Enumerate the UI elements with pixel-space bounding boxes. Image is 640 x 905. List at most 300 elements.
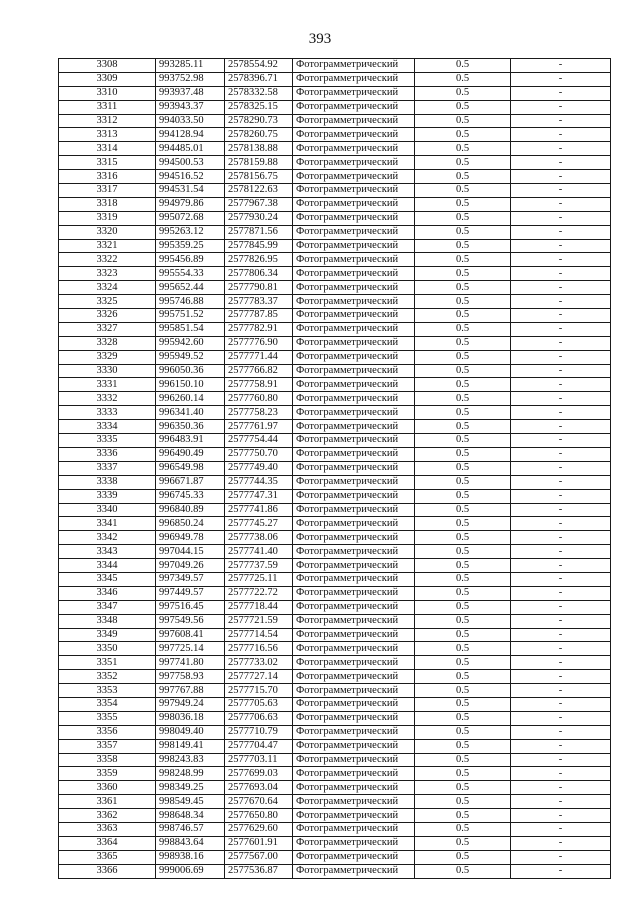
table-row <box>59 434 611 448</box>
table-row <box>59 836 611 850</box>
y-coordinate-cell: 2577725.11 <box>225 572 293 586</box>
y-coordinate-cell: 2577758.91 <box>225 378 293 392</box>
y-coordinate-cell: 2577871.56 <box>225 225 293 239</box>
y-coordinate-cell: 2577741.86 <box>225 503 293 517</box>
method-cell: Фотограмметрический <box>293 684 415 698</box>
method-cell: Фотограмметрический <box>293 711 415 725</box>
table-row <box>59 211 611 225</box>
x-coordinate-cell: 995652.44 <box>156 281 225 295</box>
table-row <box>59 378 611 392</box>
method-cell: Фотограмметрический <box>293 72 415 86</box>
note-cell: - <box>511 475 611 489</box>
accuracy-cell: 0.5 <box>415 670 511 684</box>
x-coordinate-cell: 998248.99 <box>156 767 225 781</box>
note-cell: - <box>511 239 611 253</box>
table-row <box>59 281 611 295</box>
y-coordinate-cell: 2578290.73 <box>225 114 293 128</box>
table-row <box>59 59 611 73</box>
note-cell: - <box>511 420 611 434</box>
x-coordinate-cell: 998648.34 <box>156 809 225 823</box>
y-coordinate-cell: 2577710.79 <box>225 725 293 739</box>
table-row <box>59 697 611 711</box>
accuracy-cell: 0.5 <box>415 809 511 823</box>
accuracy-cell: 0.5 <box>415 475 511 489</box>
accuracy-cell: 0.5 <box>415 767 511 781</box>
x-coordinate-cell: 996341.40 <box>156 406 225 420</box>
y-coordinate-cell: 2577845.99 <box>225 239 293 253</box>
table-row <box>59 267 611 281</box>
y-coordinate-cell: 2578260.75 <box>225 128 293 142</box>
y-coordinate-cell: 2577787.85 <box>225 309 293 323</box>
note-cell: - <box>511 184 611 198</box>
table-row <box>59 322 611 336</box>
method-cell: Фотограмметрический <box>293 739 415 753</box>
point-number-cell: 3329 <box>59 350 156 364</box>
x-coordinate-cell: 996490.49 <box>156 447 225 461</box>
method-cell: Фотограмметрический <box>293 531 415 545</box>
note-cell: - <box>511 447 611 461</box>
y-coordinate-cell: 2577749.40 <box>225 461 293 475</box>
method-cell: Фотограмметрический <box>293 600 415 614</box>
accuracy-cell: 0.5 <box>415 447 511 461</box>
y-coordinate-cell: 2577670.64 <box>225 795 293 809</box>
method-cell: Фотограмметрический <box>293 184 415 198</box>
coordinates-table <box>58 58 611 879</box>
y-coordinate-cell: 2577930.24 <box>225 211 293 225</box>
accuracy-cell: 0.5 <box>415 253 511 267</box>
table-row <box>59 239 611 253</box>
table-row <box>59 253 611 267</box>
accuracy-cell: 0.5 <box>415 781 511 795</box>
x-coordinate-cell: 996549.98 <box>156 461 225 475</box>
table-row <box>59 586 611 600</box>
table-row <box>59 795 611 809</box>
x-coordinate-cell: 998243.83 <box>156 753 225 767</box>
point-number-cell: 3356 <box>59 725 156 739</box>
method-cell: Фотограмметрический <box>293 864 415 878</box>
note-cell: - <box>511 600 611 614</box>
table-row <box>59 670 611 684</box>
method-cell: Фотограмметрический <box>293 767 415 781</box>
accuracy-cell: 0.5 <box>415 461 511 475</box>
method-cell: Фотограмметрический <box>293 489 415 503</box>
point-number-cell: 3355 <box>59 711 156 725</box>
accuracy-cell: 0.5 <box>415 822 511 836</box>
table-row <box>59 822 611 836</box>
method-cell: Фотограмметрический <box>293 836 415 850</box>
accuracy-cell: 0.5 <box>415 267 511 281</box>
table-row <box>59 767 611 781</box>
x-coordinate-cell: 997758.93 <box>156 670 225 684</box>
method-cell: Фотограмметрический <box>293 142 415 156</box>
method-cell: Фотограмметрический <box>293 322 415 336</box>
note-cell: - <box>511 809 611 823</box>
accuracy-cell: 0.5 <box>415 614 511 628</box>
accuracy-cell: 0.5 <box>415 128 511 142</box>
x-coordinate-cell: 993285.11 <box>156 59 225 73</box>
point-number-cell: 3365 <box>59 850 156 864</box>
point-number-cell: 3333 <box>59 406 156 420</box>
point-number-cell: 3318 <box>59 197 156 211</box>
y-coordinate-cell: 2577629.60 <box>225 822 293 836</box>
y-coordinate-cell: 2577747.31 <box>225 489 293 503</box>
table-row <box>59 225 611 239</box>
method-cell: Фотограмметрический <box>293 628 415 642</box>
accuracy-cell: 0.5 <box>415 322 511 336</box>
note-cell: - <box>511 517 611 531</box>
y-coordinate-cell: 2577727.14 <box>225 670 293 684</box>
accuracy-cell: 0.5 <box>415 864 511 878</box>
note-cell: - <box>511 711 611 725</box>
y-coordinate-cell: 2577714.54 <box>225 628 293 642</box>
x-coordinate-cell: 998938.16 <box>156 850 225 864</box>
y-coordinate-cell: 2577738.06 <box>225 531 293 545</box>
table-row <box>59 781 611 795</box>
note-cell: - <box>511 684 611 698</box>
point-number-cell: 3346 <box>59 586 156 600</box>
method-cell: Фотограмметрический <box>293 447 415 461</box>
accuracy-cell: 0.5 <box>415 295 511 309</box>
table-row <box>59 531 611 545</box>
y-coordinate-cell: 2578325.15 <box>225 100 293 114</box>
x-coordinate-cell: 995942.60 <box>156 336 225 350</box>
y-coordinate-cell: 2577790.81 <box>225 281 293 295</box>
note-cell: - <box>511 767 611 781</box>
x-coordinate-cell: 995851.54 <box>156 322 225 336</box>
method-cell: Фотограмметрический <box>293 336 415 350</box>
method-cell: Фотограмметрический <box>293 572 415 586</box>
note-cell: - <box>511 128 611 142</box>
point-number-cell: 3327 <box>59 322 156 336</box>
y-coordinate-cell: 2578138.88 <box>225 142 293 156</box>
x-coordinate-cell: 994979.86 <box>156 197 225 211</box>
point-number-cell: 3343 <box>59 545 156 559</box>
point-number-cell: 3359 <box>59 767 156 781</box>
table-row <box>59 350 611 364</box>
method-cell: Фотограмметрический <box>293 850 415 864</box>
note-cell: - <box>511 503 611 517</box>
y-coordinate-cell: 2577721.59 <box>225 614 293 628</box>
x-coordinate-cell: 996840.89 <box>156 503 225 517</box>
method-cell: Фотограмметрический <box>293 197 415 211</box>
x-coordinate-cell: 998349.25 <box>156 781 225 795</box>
table-row <box>59 336 611 350</box>
x-coordinate-cell: 996050.36 <box>156 364 225 378</box>
method-cell: Фотограмметрический <box>293 725 415 739</box>
method-cell: Фотограмметрический <box>293 642 415 656</box>
point-number-cell: 3357 <box>59 739 156 753</box>
accuracy-cell: 0.5 <box>415 795 511 809</box>
accuracy-cell: 0.5 <box>415 586 511 600</box>
method-cell: Фотограмметрический <box>293 809 415 823</box>
accuracy-cell: 0.5 <box>415 170 511 184</box>
accuracy-cell: 0.5 <box>415 156 511 170</box>
note-cell: - <box>511 864 611 878</box>
x-coordinate-cell: 997044.15 <box>156 545 225 559</box>
x-coordinate-cell: 994033.50 <box>156 114 225 128</box>
point-number-cell: 3335 <box>59 434 156 448</box>
point-number-cell: 3358 <box>59 753 156 767</box>
note-cell: - <box>511 253 611 267</box>
accuracy-cell: 0.5 <box>415 309 511 323</box>
table-row <box>59 420 611 434</box>
accuracy-cell: 0.5 <box>415 628 511 642</box>
point-number-cell: 3342 <box>59 531 156 545</box>
x-coordinate-cell: 995751.52 <box>156 309 225 323</box>
note-cell: - <box>511 170 611 184</box>
point-number-cell: 3347 <box>59 600 156 614</box>
point-number-cell: 3353 <box>59 684 156 698</box>
y-coordinate-cell: 2577567.00 <box>225 850 293 864</box>
point-number-cell: 3328 <box>59 336 156 350</box>
x-coordinate-cell: 998549.45 <box>156 795 225 809</box>
point-number-cell: 3320 <box>59 225 156 239</box>
point-number-cell: 3352 <box>59 670 156 684</box>
point-number-cell: 3317 <box>59 184 156 198</box>
y-coordinate-cell: 2577744.35 <box>225 475 293 489</box>
x-coordinate-cell: 996949.78 <box>156 531 225 545</box>
method-cell: Фотограмметрический <box>293 239 415 253</box>
table-row <box>59 114 611 128</box>
method-cell: Фотограмметрический <box>293 267 415 281</box>
table-row <box>59 711 611 725</box>
accuracy-cell: 0.5 <box>415 392 511 406</box>
table-row <box>59 739 611 753</box>
note-cell: - <box>511 614 611 628</box>
table-row <box>59 753 611 767</box>
method-cell: Фотограмметрический <box>293 697 415 711</box>
accuracy-cell: 0.5 <box>415 86 511 100</box>
y-coordinate-cell: 2577722.72 <box>225 586 293 600</box>
point-number-cell: 3366 <box>59 864 156 878</box>
table-row <box>59 142 611 156</box>
accuracy-cell: 0.5 <box>415 656 511 670</box>
method-cell: Фотограмметрический <box>293 517 415 531</box>
x-coordinate-cell: 994531.54 <box>156 184 225 198</box>
table-row <box>59 559 611 573</box>
point-number-cell: 3361 <box>59 795 156 809</box>
accuracy-cell: 0.5 <box>415 225 511 239</box>
y-coordinate-cell: 2577601.91 <box>225 836 293 850</box>
table-row <box>59 809 611 823</box>
method-cell: Фотограмметрический <box>293 114 415 128</box>
table-row <box>59 447 611 461</box>
accuracy-cell: 0.5 <box>415 59 511 73</box>
y-coordinate-cell: 2577761.97 <box>225 420 293 434</box>
point-number-cell: 3310 <box>59 86 156 100</box>
note-cell: - <box>511 197 611 211</box>
x-coordinate-cell: 994485.01 <box>156 142 225 156</box>
table-row <box>59 684 611 698</box>
x-coordinate-cell: 993752.98 <box>156 72 225 86</box>
table-row <box>59 628 611 642</box>
accuracy-cell: 0.5 <box>415 545 511 559</box>
point-number-cell: 3314 <box>59 142 156 156</box>
point-number-cell: 3338 <box>59 475 156 489</box>
note-cell: - <box>511 545 611 559</box>
table-row <box>59 86 611 100</box>
accuracy-cell: 0.5 <box>415 503 511 517</box>
note-cell: - <box>511 114 611 128</box>
y-coordinate-cell: 2577967.38 <box>225 197 293 211</box>
x-coordinate-cell: 995072.68 <box>156 211 225 225</box>
y-coordinate-cell: 2577699.03 <box>225 767 293 781</box>
table-row <box>59 517 611 531</box>
point-number-cell: 3321 <box>59 239 156 253</box>
point-number-cell: 3312 <box>59 114 156 128</box>
point-number-cell: 3349 <box>59 628 156 642</box>
x-coordinate-cell: 997767.88 <box>156 684 225 698</box>
x-coordinate-cell: 996260.14 <box>156 392 225 406</box>
note-cell: - <box>511 850 611 864</box>
x-coordinate-cell: 997608.41 <box>156 628 225 642</box>
note-cell: - <box>511 572 611 586</box>
x-coordinate-cell: 998746.57 <box>156 822 225 836</box>
method-cell: Фотограмметрический <box>293 364 415 378</box>
accuracy-cell: 0.5 <box>415 420 511 434</box>
y-coordinate-cell: 2577758.23 <box>225 406 293 420</box>
method-cell: Фотограмметрический <box>293 295 415 309</box>
y-coordinate-cell: 2577704.47 <box>225 739 293 753</box>
point-number-cell: 3364 <box>59 836 156 850</box>
x-coordinate-cell: 997549.56 <box>156 614 225 628</box>
point-number-cell: 3360 <box>59 781 156 795</box>
accuracy-cell: 0.5 <box>415 378 511 392</box>
x-coordinate-cell: 997516.45 <box>156 600 225 614</box>
x-coordinate-cell: 996850.24 <box>156 517 225 531</box>
y-coordinate-cell: 2577826.95 <box>225 253 293 267</box>
method-cell: Фотограмметрический <box>293 461 415 475</box>
note-cell: - <box>511 100 611 114</box>
note-cell: - <box>511 781 611 795</box>
accuracy-cell: 0.5 <box>415 753 511 767</box>
point-number-cell: 3309 <box>59 72 156 86</box>
note-cell: - <box>511 697 611 711</box>
x-coordinate-cell: 993943.37 <box>156 100 225 114</box>
accuracy-cell: 0.5 <box>415 336 511 350</box>
note-cell: - <box>511 434 611 448</box>
x-coordinate-cell: 997349.57 <box>156 572 225 586</box>
note-cell: - <box>511 72 611 86</box>
y-coordinate-cell: 2577718.44 <box>225 600 293 614</box>
note-cell: - <box>511 586 611 600</box>
method-cell: Фотограмметрический <box>293 656 415 670</box>
note-cell: - <box>511 267 611 281</box>
y-coordinate-cell: 2577650.80 <box>225 809 293 823</box>
point-number-cell: 3340 <box>59 503 156 517</box>
x-coordinate-cell: 996671.87 <box>156 475 225 489</box>
point-number-cell: 3345 <box>59 572 156 586</box>
point-number-cell: 3324 <box>59 281 156 295</box>
method-cell: Фотограмметрический <box>293 128 415 142</box>
method-cell: Фотограмметрический <box>293 475 415 489</box>
y-coordinate-cell: 2577716.56 <box>225 642 293 656</box>
page-number: 393 <box>308 31 332 47</box>
x-coordinate-cell: 994500.53 <box>156 156 225 170</box>
accuracy-cell: 0.5 <box>415 184 511 198</box>
point-number-cell: 3332 <box>59 392 156 406</box>
y-coordinate-cell: 2577737.59 <box>225 559 293 573</box>
point-number-cell: 3344 <box>59 559 156 573</box>
x-coordinate-cell: 995263.12 <box>156 225 225 239</box>
accuracy-cell: 0.5 <box>415 434 511 448</box>
point-number-cell: 3311 <box>59 100 156 114</box>
x-coordinate-cell: 997449.57 <box>156 586 225 600</box>
note-cell: - <box>511 392 611 406</box>
x-coordinate-cell: 998843.64 <box>156 836 225 850</box>
point-number-cell: 3331 <box>59 378 156 392</box>
x-coordinate-cell: 999006.69 <box>156 864 225 878</box>
y-coordinate-cell: 2578332.58 <box>225 86 293 100</box>
note-cell: - <box>511 795 611 809</box>
x-coordinate-cell: 996483.91 <box>156 434 225 448</box>
y-coordinate-cell: 2577776.90 <box>225 336 293 350</box>
table-row <box>59 642 611 656</box>
table-row <box>59 406 611 420</box>
method-cell: Фотограмметрический <box>293 170 415 184</box>
note-cell: - <box>511 156 611 170</box>
method-cell: Фотограмметрический <box>293 86 415 100</box>
method-cell: Фотограмметрический <box>293 281 415 295</box>
note-cell: - <box>511 836 611 850</box>
method-cell: Фотограмметрический <box>293 156 415 170</box>
x-coordinate-cell: 995949.52 <box>156 350 225 364</box>
y-coordinate-cell: 2577771.44 <box>225 350 293 364</box>
method-cell: Фотограмметрический <box>293 586 415 600</box>
note-cell: - <box>511 461 611 475</box>
point-number-cell: 3322 <box>59 253 156 267</box>
note-cell: - <box>511 350 611 364</box>
accuracy-cell: 0.5 <box>415 406 511 420</box>
y-coordinate-cell: 2577705.63 <box>225 697 293 711</box>
x-coordinate-cell: 996745.33 <box>156 489 225 503</box>
table-row <box>59 295 611 309</box>
y-coordinate-cell: 2578396.71 <box>225 72 293 86</box>
y-coordinate-cell: 2578159.88 <box>225 156 293 170</box>
accuracy-cell: 0.5 <box>415 281 511 295</box>
accuracy-cell: 0.5 <box>415 697 511 711</box>
accuracy-cell: 0.5 <box>415 642 511 656</box>
method-cell: Фотограмметрический <box>293 225 415 239</box>
note-cell: - <box>511 739 611 753</box>
note-cell: - <box>511 628 611 642</box>
point-number-cell: 3363 <box>59 822 156 836</box>
table-row <box>59 309 611 323</box>
note-cell: - <box>511 364 611 378</box>
table-row <box>59 72 611 86</box>
y-coordinate-cell: 2578156.75 <box>225 170 293 184</box>
x-coordinate-cell: 995746.88 <box>156 295 225 309</box>
accuracy-cell: 0.5 <box>415 531 511 545</box>
accuracy-cell: 0.5 <box>415 559 511 573</box>
x-coordinate-cell: 996150.10 <box>156 378 225 392</box>
y-coordinate-cell: 2577806.34 <box>225 267 293 281</box>
y-coordinate-cell: 2577766.82 <box>225 364 293 378</box>
method-cell: Фотограмметрический <box>293 434 415 448</box>
point-number-cell: 3325 <box>59 295 156 309</box>
method-cell: Фотограмметрический <box>293 100 415 114</box>
accuracy-cell: 0.5 <box>415 850 511 864</box>
note-cell: - <box>511 336 611 350</box>
accuracy-cell: 0.5 <box>415 739 511 753</box>
y-coordinate-cell: 2577693.04 <box>225 781 293 795</box>
table-row <box>59 489 611 503</box>
x-coordinate-cell: 997741.80 <box>156 656 225 670</box>
table-row <box>59 364 611 378</box>
table-row <box>59 170 611 184</box>
note-cell: - <box>511 656 611 670</box>
point-number-cell: 3336 <box>59 447 156 461</box>
